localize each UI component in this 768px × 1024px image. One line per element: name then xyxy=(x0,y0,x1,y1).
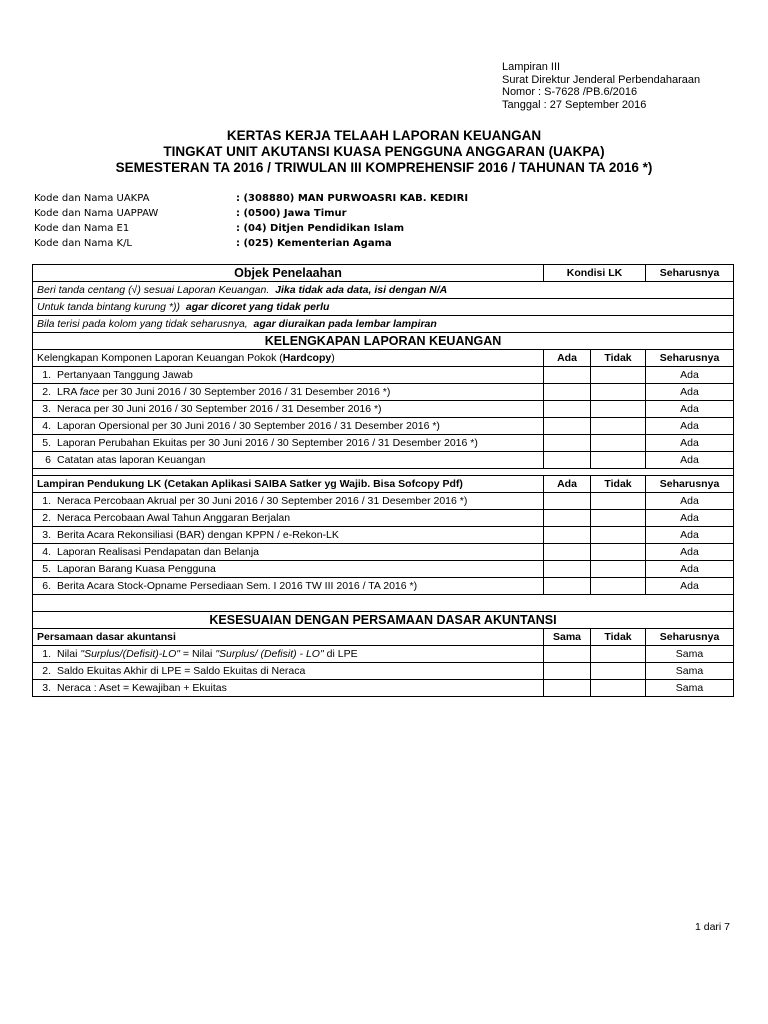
meta-row xyxy=(34,191,468,206)
lampiran-line: Lampiran III xyxy=(502,61,561,73)
item-cell: 2. Neraca Percobaan Awal Tahun Anggaran Berjalan xyxy=(33,510,544,527)
ada-checkbox-cell[interactable] xyxy=(544,418,591,435)
table-row xyxy=(33,544,734,561)
item-cell: 6. Berita Acara Stock-Opname Persediaan Sem. I 2016 TW III 2016 / TA 2016 *) xyxy=(33,578,544,595)
title-line: SEMESTERAN TA 2016 / TRIWULAN III KOMPREHENSIF 2016 / TAHUNAN TA 2016 *) xyxy=(115,160,653,175)
sama-checkbox-cell[interactable] xyxy=(544,680,591,697)
tidak-checkbox-cell[interactable] xyxy=(591,578,646,595)
header-seharusnya: Seharusnya xyxy=(646,265,734,282)
col-ada: Ada xyxy=(544,476,591,493)
sama-checkbox-cell[interactable] xyxy=(544,646,591,663)
ada-checkbox-cell[interactable] xyxy=(544,544,591,561)
lampiran-line: Tanggal : 27 September 2016 xyxy=(502,98,647,111)
tidak-checkbox-cell[interactable] xyxy=(591,561,646,578)
spacer-row xyxy=(33,469,734,476)
expected-value: Sama xyxy=(646,663,734,680)
subheader-row xyxy=(33,629,734,646)
item-cell: 5. Laporan Perubahan Ekuitas per 30 Juni 2016 / 30 September 2016 / 31 Desember 2016 *) xyxy=(33,435,544,452)
ada-checkbox-cell[interactable] xyxy=(544,384,591,401)
expected-value: Sama xyxy=(646,646,734,663)
meta-label: Kode dan Nama UAKPA xyxy=(34,193,150,204)
table-header-row xyxy=(33,265,734,282)
item-cell: 6 Catatan atas laporan Keuangan xyxy=(33,452,544,469)
meta-value: : (308880) MAN PURWOASRI KAB. KEDIRI xyxy=(236,193,469,204)
tidak-checkbox-cell[interactable] xyxy=(591,367,646,384)
table-row xyxy=(33,493,734,510)
title-line: TINGKAT UNIT AKUTANSI KUASA PENGGUNA ANGGARAN (UAKPA) xyxy=(163,144,605,159)
col-tidak: Tidak xyxy=(591,476,646,493)
item-cell: 1. Neraca Percobaan Akrual per 30 Juni 2016 / 30 September 2016 / 31 Desember 2016 *) xyxy=(33,493,544,510)
page-number: 1 dari 7 xyxy=(694,921,730,933)
tidak-checkbox-cell[interactable] xyxy=(591,680,646,697)
tidak-checkbox-cell[interactable] xyxy=(591,418,646,435)
ada-checkbox-cell[interactable] xyxy=(544,452,591,469)
expected-value: Ada xyxy=(646,418,734,435)
identity-block xyxy=(34,191,468,251)
section1-subheader: Kelengkapan Komponen Laporan Keuangan Pokok (Hardcopy) xyxy=(33,350,544,367)
col-ada: Ada xyxy=(544,350,591,367)
meta-row xyxy=(34,206,468,221)
col-seharusnya: Seharusnya xyxy=(646,476,734,493)
tidak-checkbox-cell[interactable] xyxy=(591,452,646,469)
expected-value: Ada xyxy=(646,527,734,544)
lampiran-line: Nomor : S-7628 /PB.6/2016 xyxy=(502,86,638,98)
expected-value: Ada xyxy=(646,561,734,578)
meta-label: Kode dan Nama UAPPAW xyxy=(34,208,159,219)
subheader-row xyxy=(33,476,734,493)
table-row xyxy=(33,384,734,401)
item-cell: 1. Nilai "Surplus/(Defisit)-LO" = Nilai "Surplus/ (Defisit) - LO" di LPE xyxy=(33,646,544,663)
lampiran-line: Surat Direktur Jenderal Perbendaharaan xyxy=(502,73,701,86)
tidak-checkbox-cell[interactable] xyxy=(591,646,646,663)
item-cell: 4. Laporan Opersional per 30 Juni 2016 / 30 September 2016 / 31 Desember 2016 *) xyxy=(33,418,544,435)
col-tidak: Tidak xyxy=(591,350,646,367)
ada-checkbox-cell[interactable] xyxy=(544,561,591,578)
note-row xyxy=(33,282,734,299)
table-row xyxy=(33,418,734,435)
table-row xyxy=(33,561,734,578)
meta-row xyxy=(34,221,468,236)
document-title xyxy=(0,128,768,176)
tidak-checkbox-cell[interactable] xyxy=(591,544,646,561)
item-cell: 5. Laporan Barang Kuasa Pengguna xyxy=(33,561,544,578)
tidak-checkbox-cell[interactable] xyxy=(591,663,646,680)
section-title-row xyxy=(33,612,734,629)
note-row xyxy=(33,299,734,316)
review-table xyxy=(32,264,734,697)
item-cell: 3. Neraca : Aset = Kewajiban + Ekuitas xyxy=(33,680,544,697)
ada-checkbox-cell[interactable] xyxy=(544,510,591,527)
meta-value: : (025) Kementerian Agama xyxy=(236,238,392,249)
meta-row xyxy=(34,236,468,251)
note-cell: Bila terisi pada kolom yang tidak seharusnya, agar diuraikan pada lembar lampiran xyxy=(33,316,734,333)
meta-label: Kode dan Nama E1 xyxy=(34,223,130,234)
note-cell: Untuk tanda bintang kurung *)) agar dicoret yang tidak perlu xyxy=(33,299,734,316)
tidak-checkbox-cell[interactable] xyxy=(591,510,646,527)
item-cell: 4. Laporan Realisasi Pendapatan dan Belanja xyxy=(33,544,544,561)
section3-title: KESESUAIAN DENGAN PERSAMAAN DASAR AKUNTANSI xyxy=(33,612,734,629)
expected-value: Sama xyxy=(646,680,734,697)
lampiran-block xyxy=(502,61,700,111)
table-row xyxy=(33,646,734,663)
expected-value: Ada xyxy=(646,510,734,527)
table-row xyxy=(33,367,734,384)
table-row xyxy=(33,663,734,680)
spacer-row xyxy=(33,595,734,612)
expected-value: Ada xyxy=(646,384,734,401)
subheader-row xyxy=(33,350,734,367)
tidak-checkbox-cell[interactable] xyxy=(591,527,646,544)
table-row xyxy=(33,510,734,527)
sama-checkbox-cell[interactable] xyxy=(544,663,591,680)
expected-value: Ada xyxy=(646,578,734,595)
tidak-checkbox-cell[interactable] xyxy=(591,493,646,510)
ada-checkbox-cell[interactable] xyxy=(544,527,591,544)
ada-checkbox-cell[interactable] xyxy=(544,435,591,452)
tidak-checkbox-cell[interactable] xyxy=(591,384,646,401)
expected-value: Ada xyxy=(646,367,734,384)
expected-value: Ada xyxy=(646,435,734,452)
meta-value: : (04) Ditjen Pendidikan Islam xyxy=(236,223,405,234)
expected-value: Ada xyxy=(646,452,734,469)
tidak-checkbox-cell[interactable] xyxy=(591,401,646,418)
table-row xyxy=(33,527,734,544)
table-row xyxy=(33,452,734,469)
note-row xyxy=(33,316,734,333)
tidak-checkbox-cell[interactable] xyxy=(591,435,646,452)
col-seharusnya: Seharusnya xyxy=(646,629,734,646)
col-sama: Sama xyxy=(544,629,591,646)
expected-value: Ada xyxy=(646,401,734,418)
expected-value: Ada xyxy=(646,544,734,561)
meta-label: Kode dan Nama K/L xyxy=(34,238,133,249)
ada-checkbox-cell[interactable] xyxy=(544,367,591,384)
expected-value: Ada xyxy=(646,493,734,510)
section-title-row xyxy=(33,333,734,350)
col-tidak: Tidak xyxy=(591,629,646,646)
item-cell: 1. Pertanyaan Tanggung Jawab xyxy=(33,367,544,384)
title-line: KERTAS KERJA TELAAH LAPORAN KEUANGAN xyxy=(226,128,542,143)
ada-checkbox-cell[interactable] xyxy=(544,578,591,595)
table-row xyxy=(33,401,734,418)
note-cell: Beri tanda centang (√) sesuai Laporan Keuangan. Jika tidak ada data, isi dengan N/A xyxy=(33,282,734,299)
header-objek: Objek Penelaahan xyxy=(33,265,544,282)
table-row xyxy=(33,435,734,452)
table-row xyxy=(33,578,734,595)
item-cell: 3. Berita Acara Rekonsiliasi (BAR) dengan KPPN / e-Rekon-LK xyxy=(33,527,544,544)
meta-value: : (0500) Jawa Timur xyxy=(236,208,347,219)
col-seharusnya: Seharusnya xyxy=(646,350,734,367)
item-cell: 2. Saldo Ekuitas Akhir di LPE = Saldo Ekuitas di Neraca xyxy=(33,663,544,680)
item-cell: 2. LRA face per 30 Juni 2016 / 30 September 2016 / 31 Desember 2016 *) xyxy=(33,384,544,401)
table-row xyxy=(33,680,734,697)
ada-checkbox-cell[interactable] xyxy=(544,493,591,510)
item-cell: 3. Neraca per 30 Juni 2016 / 30 September 2016 / 31 Desember 2016 *) xyxy=(33,401,544,418)
section3-subheader: Persamaan dasar akuntansi xyxy=(33,629,544,646)
header-kondisi: Kondisi LK xyxy=(544,265,646,282)
section2-subheader: Lampiran Pendukung LK (Cetakan Aplikasi SAIBA Satker yg Wajib. Bisa Sofcopy Pdf) xyxy=(33,476,544,493)
ada-checkbox-cell[interactable] xyxy=(544,401,591,418)
section1-title: KELENGKAPAN LAPORAN KEUANGAN xyxy=(33,333,734,350)
